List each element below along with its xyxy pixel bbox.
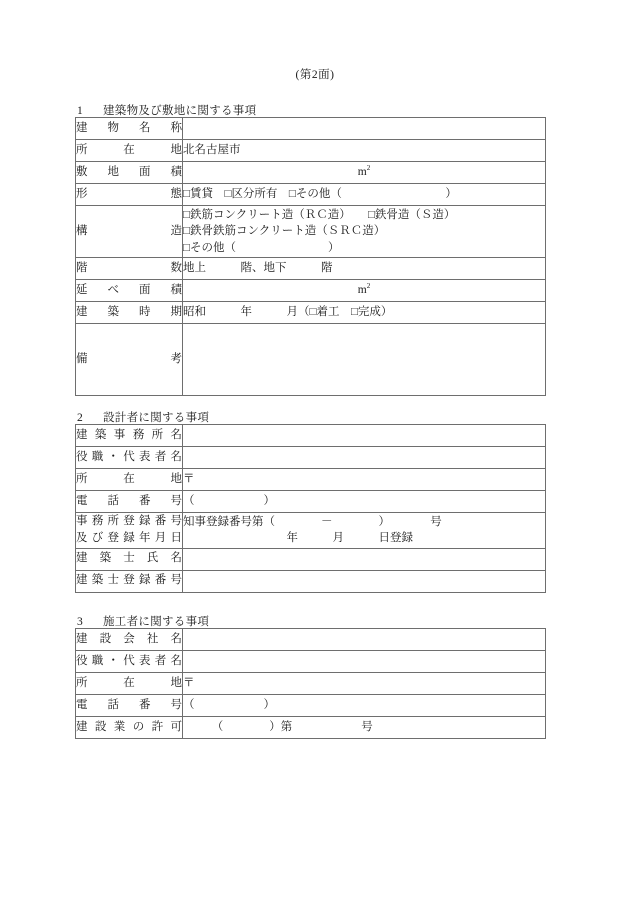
- field-value[interactable]: [183, 280, 546, 302]
- field-value-text: 昭和 年 月（□着工 □完成）: [183, 306, 393, 319]
- form-row: [76, 425, 546, 447]
- section-title: 施工者に関する事項: [103, 616, 210, 628]
- field-value[interactable]: [183, 206, 546, 258]
- page-marker: (第2面): [295, 69, 335, 81]
- field-label: [76, 206, 183, 258]
- field-value[interactable]: [183, 258, 546, 280]
- field-value-text: 年 月 日登録: [183, 532, 413, 545]
- form-row: [76, 673, 546, 695]
- field-value-text: （ ）: [183, 699, 275, 712]
- form-table-3: [75, 628, 546, 739]
- field-value[interactable]: [183, 695, 546, 717]
- field-value-text: □鉄筋コンクリート造（ＲＣ造） □鉄骨造（Ｓ造）: [183, 209, 456, 221]
- field-label: [76, 673, 183, 695]
- form-row: [76, 206, 546, 258]
- field-label: [76, 695, 183, 717]
- field-value[interactable]: [183, 302, 546, 324]
- field-value-text: $m^2$: [357, 164, 371, 179]
- form-row: [76, 469, 546, 491]
- form-row: [76, 548, 546, 570]
- field-label: [76, 258, 183, 280]
- field-label: [76, 280, 183, 302]
- field-value[interactable]: [183, 673, 546, 695]
- form-row: [76, 324, 546, 396]
- field-value-text: 〒: [183, 677, 195, 690]
- field-label-text: 電話番号: [76, 698, 182, 711]
- section-number: 2: [77, 412, 84, 424]
- field-label: [76, 447, 183, 469]
- field-value[interactable]: [183, 324, 546, 396]
- field-label-text: 建設会社名: [76, 632, 182, 645]
- field-label-text: 備考: [76, 352, 182, 365]
- field-label: [76, 570, 183, 592]
- field-label: [76, 513, 183, 549]
- form-row: [76, 447, 546, 469]
- field-label-text: 敷地面積: [76, 165, 182, 178]
- field-value-text: 地上 階、地下 階: [183, 262, 333, 275]
- field-value[interactable]: [183, 118, 546, 140]
- section-title: 設計者に関する事項: [103, 412, 210, 424]
- field-label: [76, 140, 183, 162]
- field-value[interactable]: [183, 717, 546, 739]
- field-value[interactable]: [183, 184, 546, 206]
- field-label-text: 建物名称: [76, 121, 182, 134]
- field-label-text: 階数: [76, 261, 182, 274]
- field-value[interactable]: [183, 140, 546, 162]
- form-row: [76, 258, 546, 280]
- section-heading-3: [77, 613, 209, 629]
- field-label-text: 及び登録年月日: [76, 532, 182, 545]
- field-value-text: □鉄骨鉄筋コンクリート造（ＳＲＣ造）: [183, 225, 386, 238]
- section-title: 建築物及び敷地に関する事項: [103, 105, 257, 117]
- field-label: [76, 469, 183, 491]
- form-row: [76, 162, 546, 184]
- field-label-text: 所在地: [76, 472, 182, 485]
- form-table-1: [75, 117, 546, 396]
- field-label-text: 構造: [76, 224, 182, 237]
- form-row: [76, 695, 546, 717]
- field-label: [76, 629, 183, 651]
- form-row: [76, 651, 546, 673]
- field-label-text: 形態: [76, 187, 182, 200]
- field-value-text: 〒: [183, 473, 195, 486]
- field-value[interactable]: [183, 548, 546, 570]
- field-label-text: 役職・代表者名: [76, 450, 182, 463]
- field-label-text: 事務所登録番号: [76, 515, 182, 527]
- field-value[interactable]: [183, 513, 546, 549]
- form-row: [76, 570, 546, 592]
- field-label-text: 所在地: [76, 143, 182, 156]
- field-label-text: 建築士登録番号: [76, 574, 182, 587]
- field-label-text: 電話番号: [76, 494, 182, 507]
- field-value-text: （ ）: [183, 495, 275, 508]
- field-label-text: 建築事務所名: [76, 428, 182, 441]
- field-label: [76, 425, 183, 447]
- section-number: 1: [77, 105, 84, 117]
- field-label: [76, 548, 183, 570]
- form-row: [76, 717, 546, 739]
- field-value-text: □その他（ ）: [183, 241, 340, 254]
- form-row: [76, 280, 546, 302]
- field-value[interactable]: [183, 651, 546, 673]
- field-value-text: （ ）第 号: [183, 721, 373, 734]
- form-row: [76, 118, 546, 140]
- field-label: [76, 717, 183, 739]
- field-label: [76, 651, 183, 673]
- field-label-text: 所在地: [76, 676, 182, 689]
- field-value[interactable]: [183, 469, 546, 491]
- form-table-2: [75, 424, 546, 593]
- form-row: [76, 140, 546, 162]
- form-row: [76, 629, 546, 651]
- field-value[interactable]: [183, 629, 546, 651]
- field-value[interactable]: [183, 447, 546, 469]
- field-value[interactable]: [183, 425, 546, 447]
- field-value-text: 北名古屋市: [183, 144, 241, 157]
- field-label: [76, 184, 183, 206]
- field-value-text: 知事登録番号第（ － ） 号: [183, 515, 442, 528]
- field-label-text: 建築時期: [76, 305, 182, 318]
- section-heading-1: [77, 102, 256, 118]
- field-value[interactable]: [183, 570, 546, 592]
- field-label-text: 建設業の許可: [76, 720, 182, 733]
- section-heading-2: [77, 409, 209, 425]
- field-value[interactable]: [183, 491, 546, 513]
- field-label: [76, 162, 183, 184]
- form-row: [76, 513, 546, 549]
- field-value-text: $m^2$: [357, 282, 371, 297]
- field-label: [76, 302, 183, 324]
- field-label: [76, 118, 183, 140]
- field-label-text: 建築士氏名: [76, 552, 182, 565]
- field-label-text: 延べ面積: [76, 283, 182, 296]
- form-row: [76, 491, 546, 513]
- field-label: [76, 491, 183, 513]
- field-label-text: 役職・代表者名: [76, 654, 182, 667]
- field-value[interactable]: [183, 162, 546, 184]
- form-row: [76, 302, 546, 324]
- field-label: [76, 324, 183, 396]
- form-row: [76, 184, 546, 206]
- field-value-text: □賃貸 □区分所有 □その他（ ）: [183, 188, 457, 201]
- section-number: 3: [77, 616, 84, 628]
